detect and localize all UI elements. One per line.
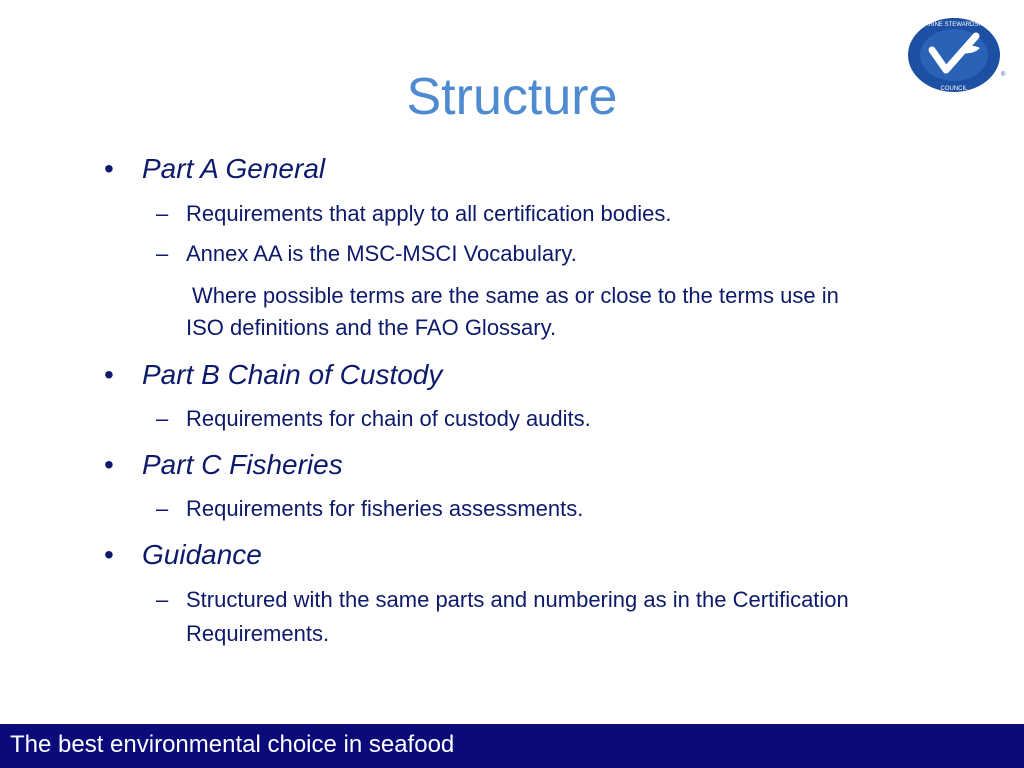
registered-mark: ®	[1001, 72, 1006, 78]
dash-marker: –	[156, 241, 169, 266]
bullet-label: Part C Fisheries	[142, 449, 343, 480]
dash-marker: –	[156, 201, 169, 226]
paragraph-line: Where possible terms are the same as or close to the terms use in	[192, 283, 839, 308]
bullet-marker: •	[104, 539, 114, 570]
footer-tagline: The best environmental choice in seafood	[10, 731, 455, 758]
logo-arc-top-text: MARINE STEWARDSHIP	[919, 22, 989, 28]
paragraph-line: ISO definitions and the FAO Glossary.	[186, 315, 557, 340]
sub-item-text: Annex AA is the MSC-MSCI Vocabulary.	[186, 241, 577, 266]
sub-item-text: Structured with the same parts and numbering as in the Certification	[186, 587, 849, 612]
dash-marker: –	[156, 496, 169, 521]
bullet-label: Part A General	[142, 153, 326, 184]
bullet-label: Guidance	[142, 539, 262, 570]
slide-title: Structure	[406, 68, 618, 126]
bullet-marker: •	[104, 153, 114, 184]
sub-item-text: Requirements for chain of custody audits.	[186, 406, 591, 431]
sub-item-text: Requirements that apply to all certification bodies.	[186, 201, 672, 226]
dash-marker: –	[156, 587, 169, 612]
dash-marker: –	[156, 406, 169, 431]
bullet-marker: •	[104, 449, 114, 480]
logo-arc-bottom-text: COUNCIL	[940, 86, 968, 92]
sub-item-text: Requirements.	[186, 621, 330, 646]
bullet-marker: •	[104, 359, 114, 390]
sub-item-text: Requirements for fisheries assessments.	[186, 496, 584, 521]
bullet-label: Part B Chain of Custody	[142, 359, 443, 390]
footer-bar	[0, 724, 1024, 768]
